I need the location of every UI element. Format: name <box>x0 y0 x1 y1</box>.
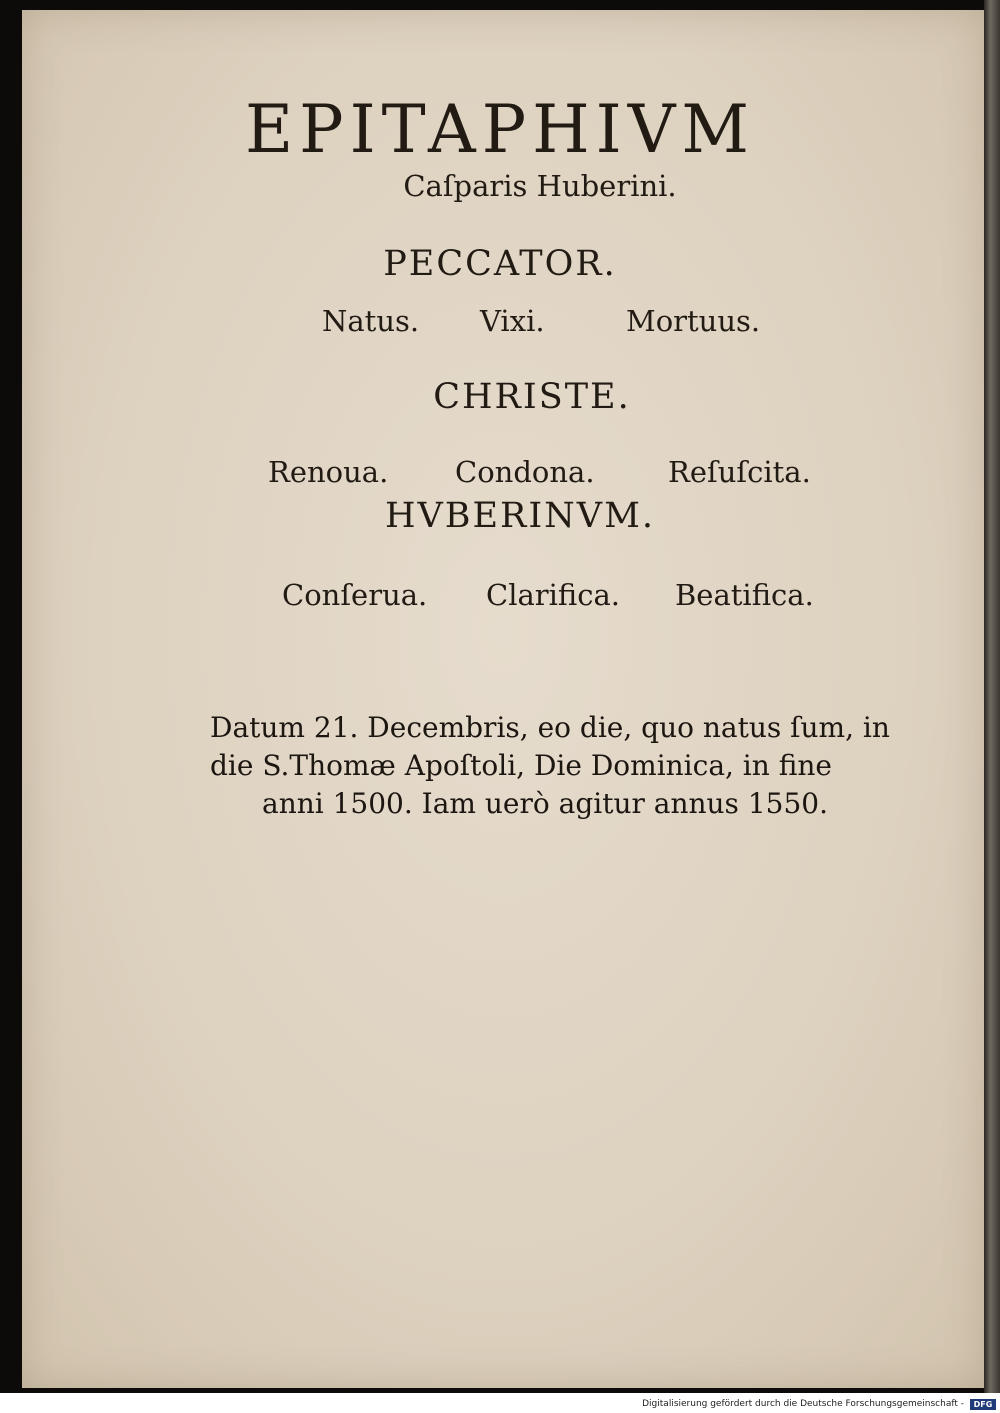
heading-christe: CHRISTE. <box>433 377 631 417</box>
dfg-logo[interactable]: DFG <box>970 1399 996 1410</box>
word-renoua: Renoua. <box>268 455 389 489</box>
word-mortuus: Mortuus. <box>626 304 761 338</box>
date-line-1: Datum 21. Decembris, eo die, quo natus ſum, in <box>210 711 890 744</box>
footer-credit: Digitalisierung gefördert durch die Deutsche Forschungsgemeinschaft - <box>642 1399 964 1409</box>
date-line-3: anni 1500. Iam uerò agitur annus 1550. <box>262 787 828 820</box>
epitaph-title: EPITAPHIVM <box>244 91 755 168</box>
word-condona: Condona. <box>455 455 595 489</box>
digitization-footer <box>600 1396 1000 1413</box>
date-line-2: die S.Thomæ Apoſtoli, Die Dominica, in fine <box>210 749 832 782</box>
heading-huberinum: HVBERINVM. <box>384 496 656 536</box>
word-resuscita: Reſuſcita. <box>668 455 811 489</box>
book-edge <box>984 0 1000 1393</box>
epitaph-subtitle: Caſparis Huberini. <box>403 169 677 203</box>
word-beatifica: Beatifica. <box>675 578 814 612</box>
word-natus: Natus. <box>322 304 420 338</box>
book-page <box>22 10 984 1388</box>
word-vixi: Vixi. <box>480 304 545 338</box>
heading-peccator: PECCATOR. <box>383 244 617 284</box>
word-clarifica: Clarifica. <box>486 578 620 612</box>
word-conserua: Conſerua. <box>282 578 428 612</box>
